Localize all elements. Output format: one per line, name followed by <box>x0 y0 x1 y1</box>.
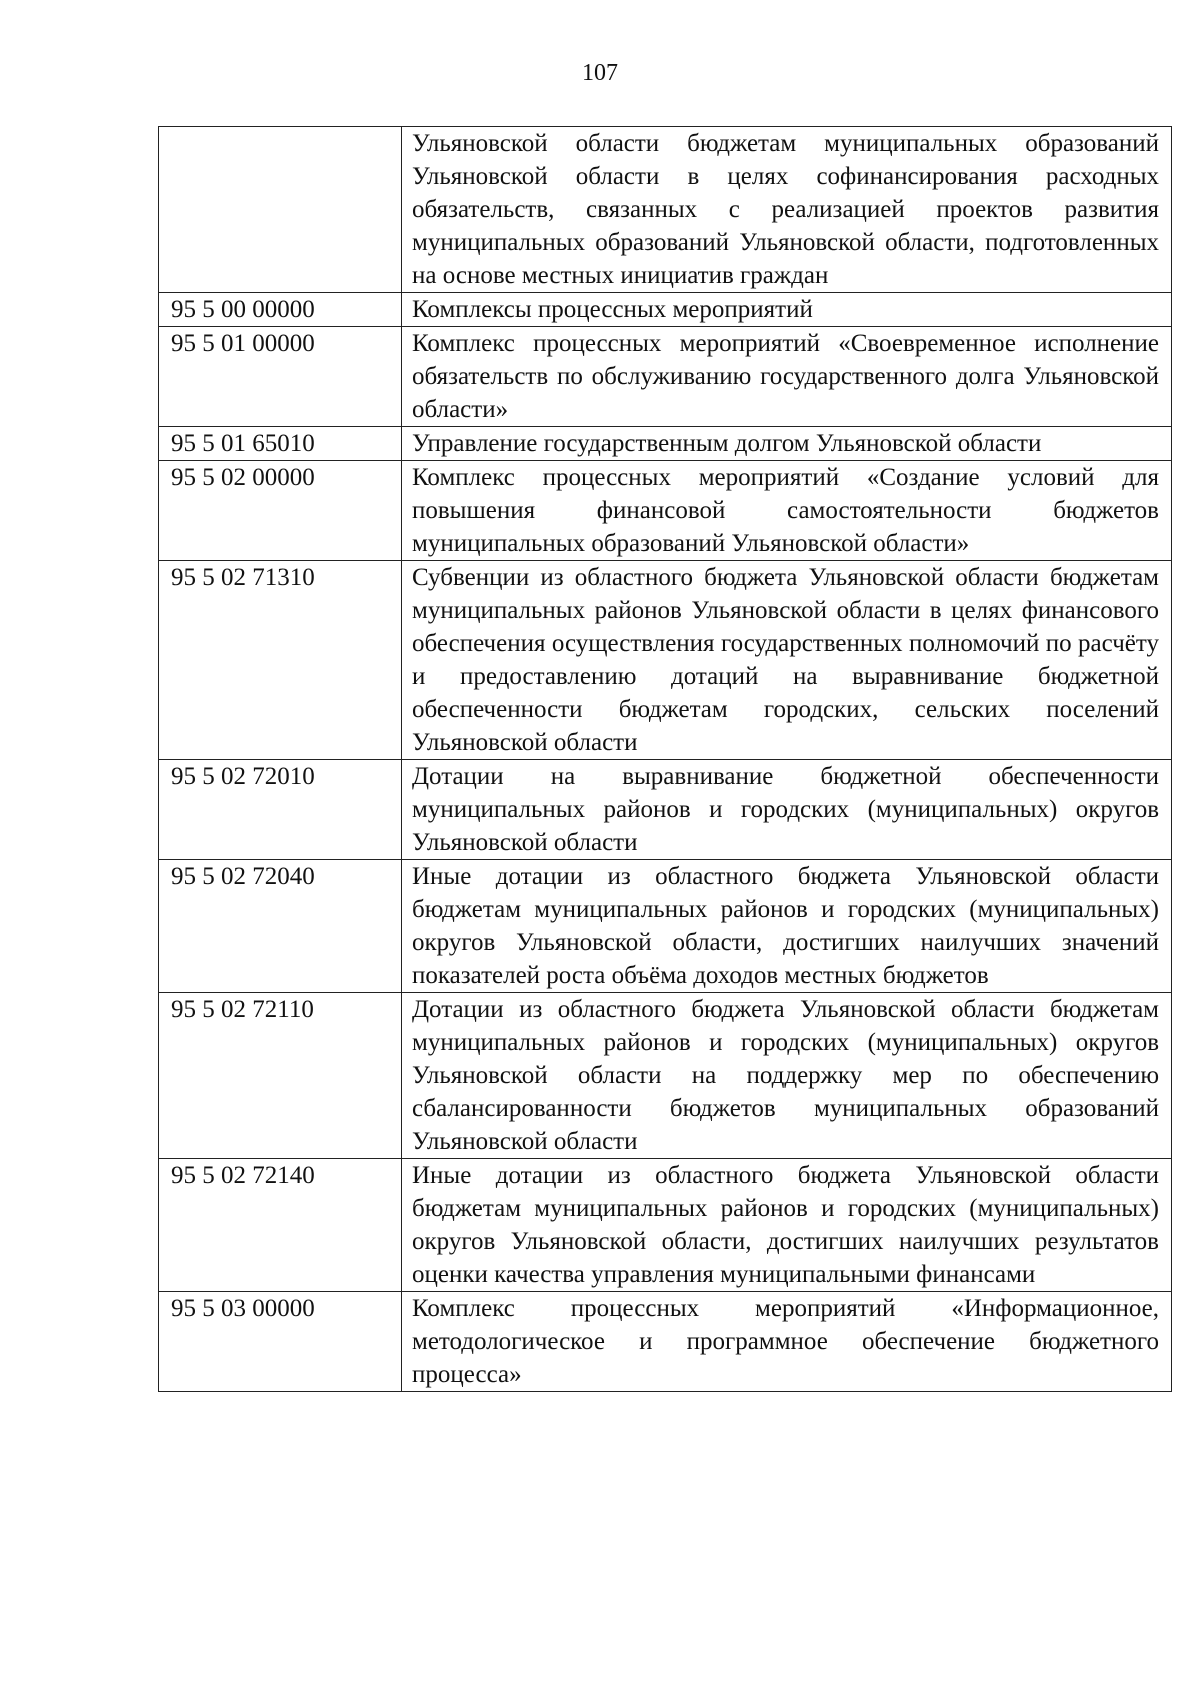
row-description: Комплекс процессных мероприятий «Создание условий для повышения финансовой самостоятельности бюджетов муниципальных образований Ульяновской области» <box>402 461 1172 561</box>
row-description: Комплексы процессных мероприятий <box>402 293 1172 327</box>
table-row <box>159 760 1172 860</box>
row-code: 95 5 00 00000 <box>159 293 402 327</box>
row-code: 95 5 02 72140 <box>159 1159 402 1292</box>
budget-classification-table <box>158 126 1172 1392</box>
table-row <box>159 1292 1172 1392</box>
row-description: Иные дотации из областного бюджета Ульяновской области бюджетам муниципальных районов и городских (муниципальных) округов Ульяновской области, достигших наилучших значений показателей роста объёма доходов местных бюджетов <box>402 860 1172 993</box>
row-code: 95 5 02 71310 <box>159 561 402 760</box>
row-description: Ульяновской области бюджетам муниципальных образований Ульяновской области в целях софинансирования расходных обязательств, связанных с реализацией проектов развития муниципальных образований Ульяновской области, подготовленных на основе местных инициатив граждан <box>402 127 1172 293</box>
page-number: 107 <box>582 60 618 86</box>
table-row <box>159 561 1172 760</box>
table-row <box>159 293 1172 327</box>
row-code: 95 5 02 72110 <box>159 993 402 1159</box>
row-description: Управление государственным долгом Ульяновской области <box>402 427 1172 461</box>
row-description: Дотации на выравнивание бюджетной обеспеченности муниципальных районов и городских (муниципальных) округов Ульяновской области <box>402 760 1172 860</box>
table-row <box>159 127 1172 293</box>
table-row <box>159 860 1172 993</box>
row-description: Субвенции из областного бюджета Ульяновской области бюджетам муниципальных районов Ульяновской области в целях финансового обеспечения осуществления государственных полномочий по расчёту и предоставлению дотаций на выравнивание бюджетной обеспеченности бюджетам городских, сельских поселений Ульяновской области <box>402 561 1172 760</box>
table-row <box>159 427 1172 461</box>
row-code: 95 5 03 00000 <box>159 1292 402 1392</box>
table-row <box>159 327 1172 427</box>
table-row <box>159 461 1172 561</box>
row-description: Комплекс процессных мероприятий «Своевременное исполнение обязательств по обслуживанию государственного долга Ульяновской области» <box>402 327 1172 427</box>
row-code: 95 5 01 65010 <box>159 427 402 461</box>
row-code: 95 5 01 00000 <box>159 327 402 427</box>
row-description: Комплекс процессных мероприятий «Информационное, методологическое и программное обеспечение бюджетного процесса» <box>402 1292 1172 1392</box>
table-row <box>159 993 1172 1159</box>
row-description: Дотации из областного бюджета Ульяновской области бюджетам муниципальных районов и городских (муниципальных) округов Ульяновской области на поддержку мер по обеспечению сбалансированности бюджетов муниципальных образований Ульяновской области <box>402 993 1172 1159</box>
row-code <box>159 127 402 293</box>
row-description: Иные дотации из областного бюджета Ульяновской области бюджетам муниципальных районов и городских (муниципальных) округов Ульяновской области, достигших наилучших результатов оценки качества управления муниципальными финансами <box>402 1159 1172 1292</box>
row-code: 95 5 02 72040 <box>159 860 402 993</box>
table-row <box>159 1159 1172 1292</box>
row-code: 95 5 02 72010 <box>159 760 402 860</box>
row-code: 95 5 02 00000 <box>159 461 402 561</box>
